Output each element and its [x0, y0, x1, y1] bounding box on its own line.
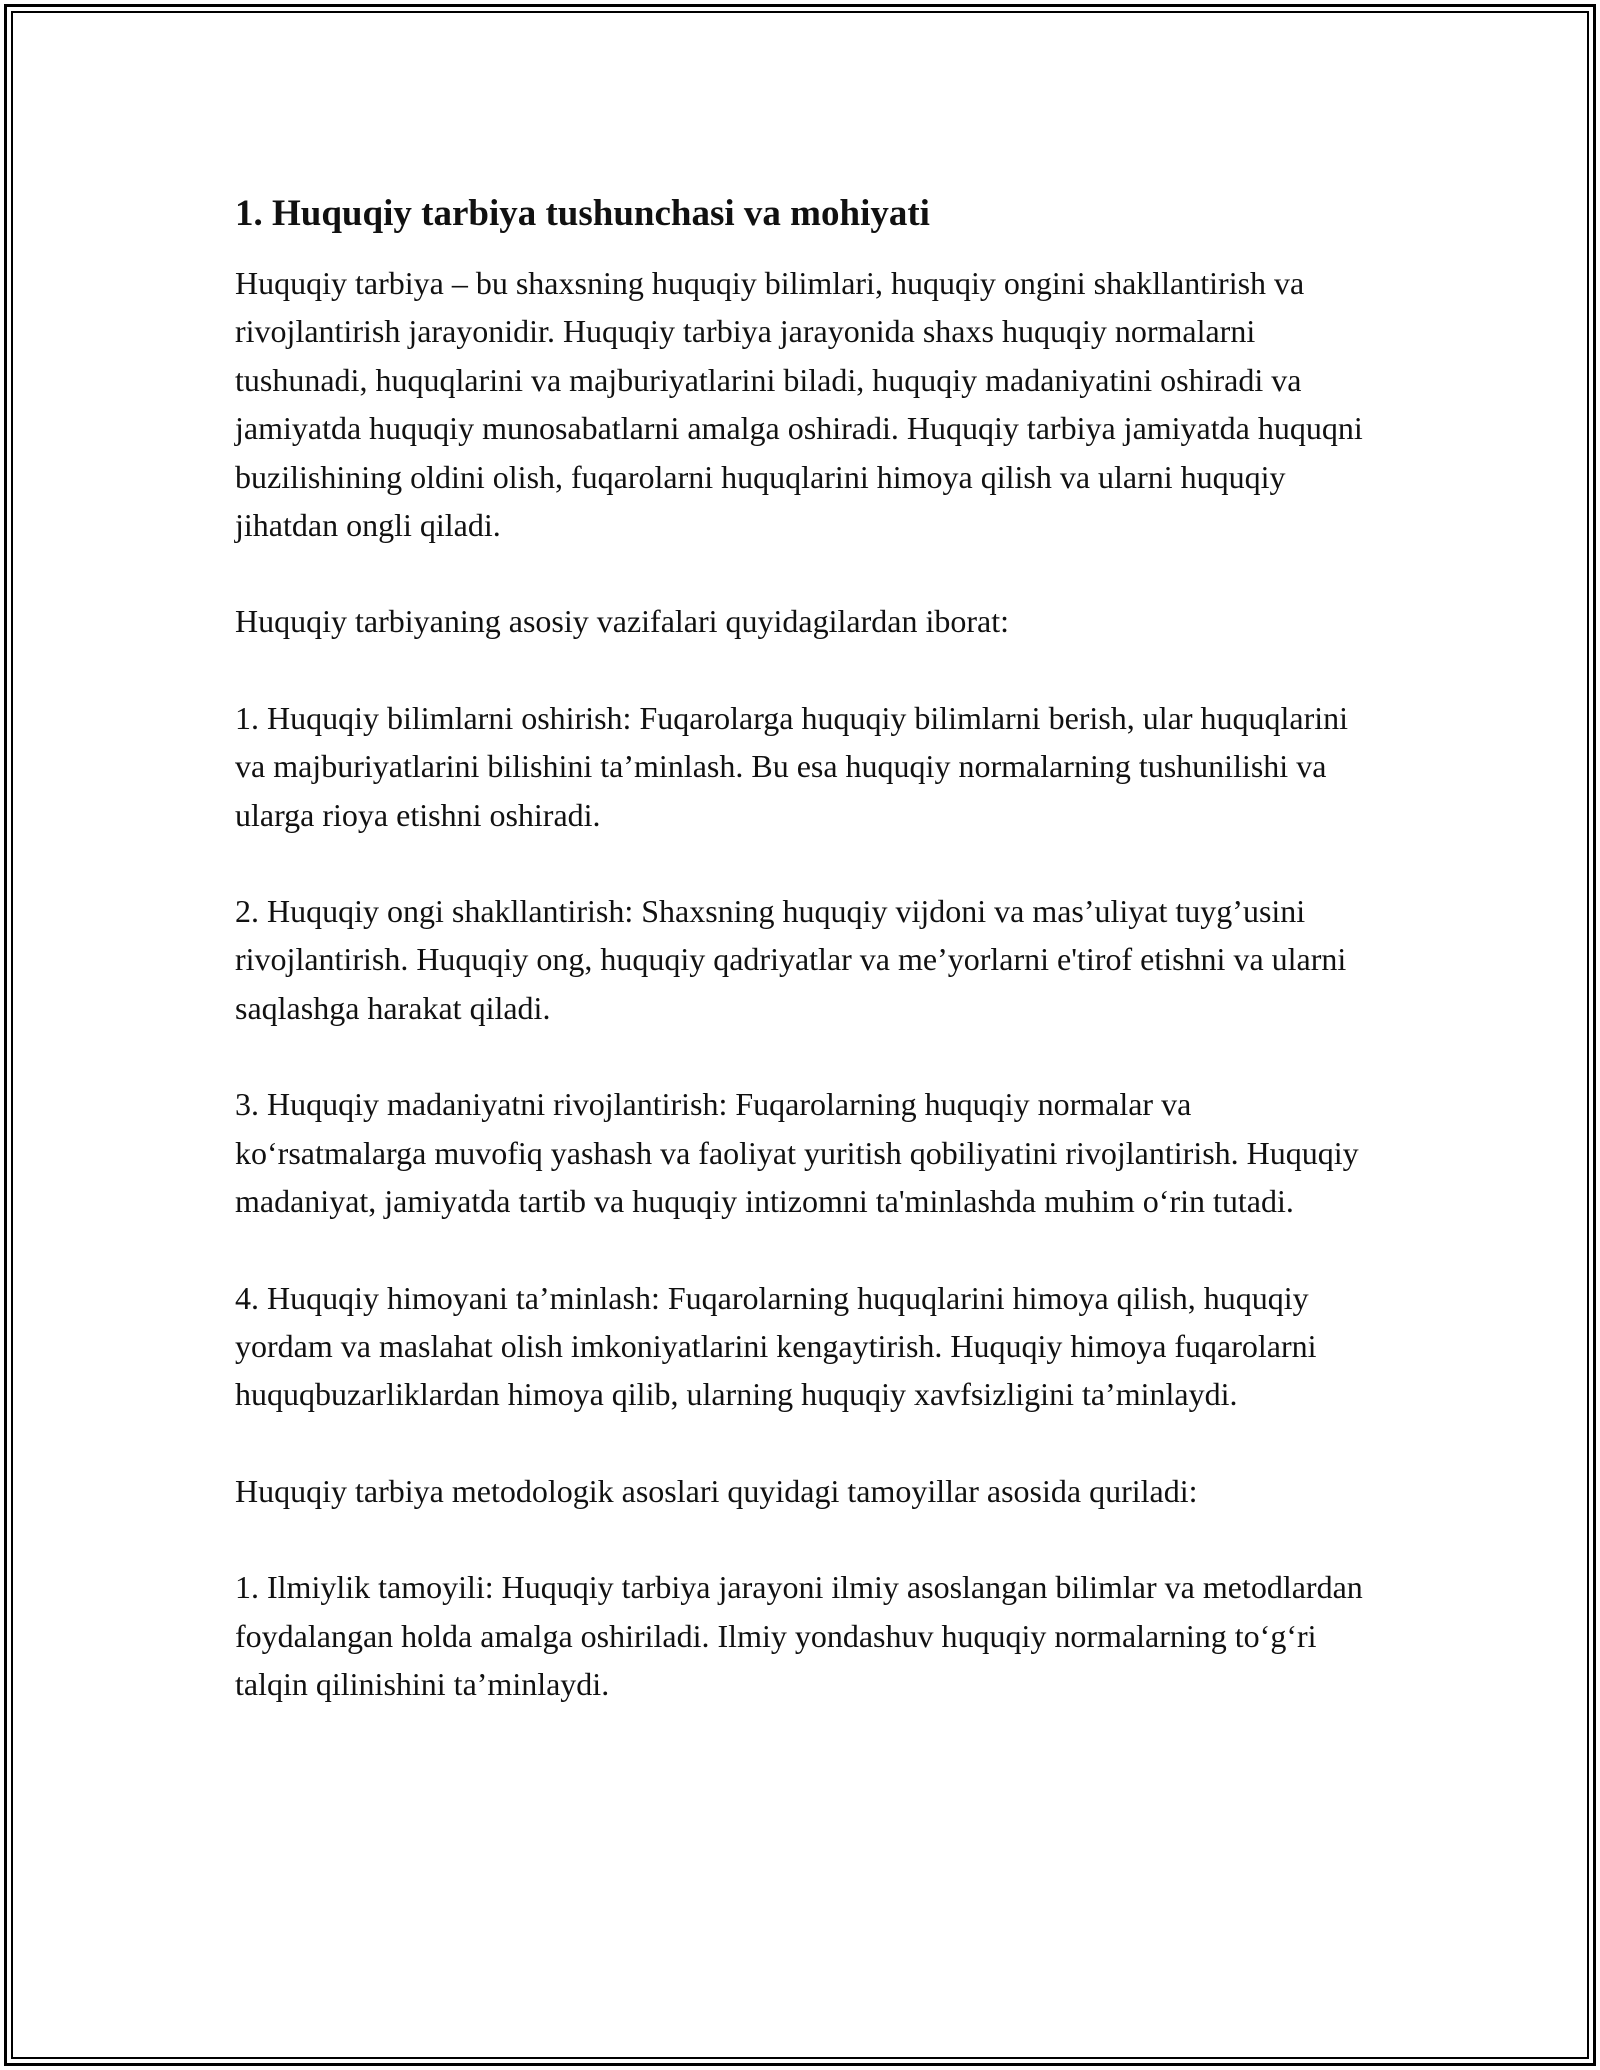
paragraph-definition: Huquqiy tarbiya – bu shaxsning huquqiy bilimlari, huquqiy ongini shakllantirish va rivojlantirish jarayonidir. Huquqiy tarbiya jarayonida shaxs huquqiy normalarni tushunadi, huquqlarini va majburiyatlarini biladi, huquqiy madaniyatini oshiradi va jamiyatda huquqiy munosabatlarni amalga oshiradi. Huquqiy tarbiya jamiyatda huquqni buzilishining oldini olish, fuqarolarni huquqlarini himoya qilish va ularni huquqiy jihatdan ongli qiladi. — [235, 265, 1363, 544]
paragraph-task-4: 4. Huquqiy himoyani ta’minlash: Fuqarolarning huquqlarini himoya qilish, huquqiy yordam va maslahat olish imkoniyatlarini kengaytirish. Huquqiy himoya fuqarolarni huquqbuzarliklardan himoya qilib, ularning huquqiy xavfsizligini ta’minlaydi. — [235, 1279, 1317, 1413]
paragraph-tasks-intro: Huquqiy tarbiyaning asosiy vazifalari quyidagilardan iborat: — [235, 603, 1009, 640]
document-heading: 1. Huquqiy tarbiya tushunchasi va mohiyati — [235, 193, 930, 234]
document-body — [235, 188, 1385, 1708]
paragraph-task-2: 2. Huquqiy ongi shakllantirish: Shaxsning huquqiy vijdoni va mas’uliyat tuyg’usini rivojlantirish. Huquqiy ong, huquqiy qadriyatlar va me’yorlarni e'tirof etishni va ularni saqlashga harakat qiladi. — [235, 893, 1347, 1026]
paragraph-principle-1: 1. Ilmiylik tamoyili: Huquqiy tarbiya jarayoni ilmiy asoslangan bilimlar va metodlardan foydalangan holda amalga oshiriladi. Ilmiy yondashuv huquqiy normalarning to‘g‘ri talqin qilinishini ta’minlaydi. — [235, 1569, 1363, 1702]
paragraph-principles-intro: Huquqiy tarbiya metodologik asoslari quyidagi tamoyillar asosida quriladi: — [235, 1472, 1198, 1509]
paragraph-task-3: 3. Huquqiy madaniyatni rivojlantirish: Fuqarolarning huquqiy normalar va ko‘rsatmalarga muvofiq yashash va faoliyat yuritish qobiliyatini rivojlantirish. Huquqiy madaniyat, jamiyatda tartib va huquqiy intizomni ta'minlashda muhim o‘rin tutadi. — [235, 1086, 1359, 1220]
paragraph-task-1: 1. Huquqiy bilimlarni oshirish: Fuqarolarga huquqiy bilimlarni berish, ular huquqlarini va majburiyatlarini bilishini ta’minlash. Bu esa huquqiy normalarning tushunilishi va ularga rioya etishni oshiradi. — [235, 699, 1349, 833]
